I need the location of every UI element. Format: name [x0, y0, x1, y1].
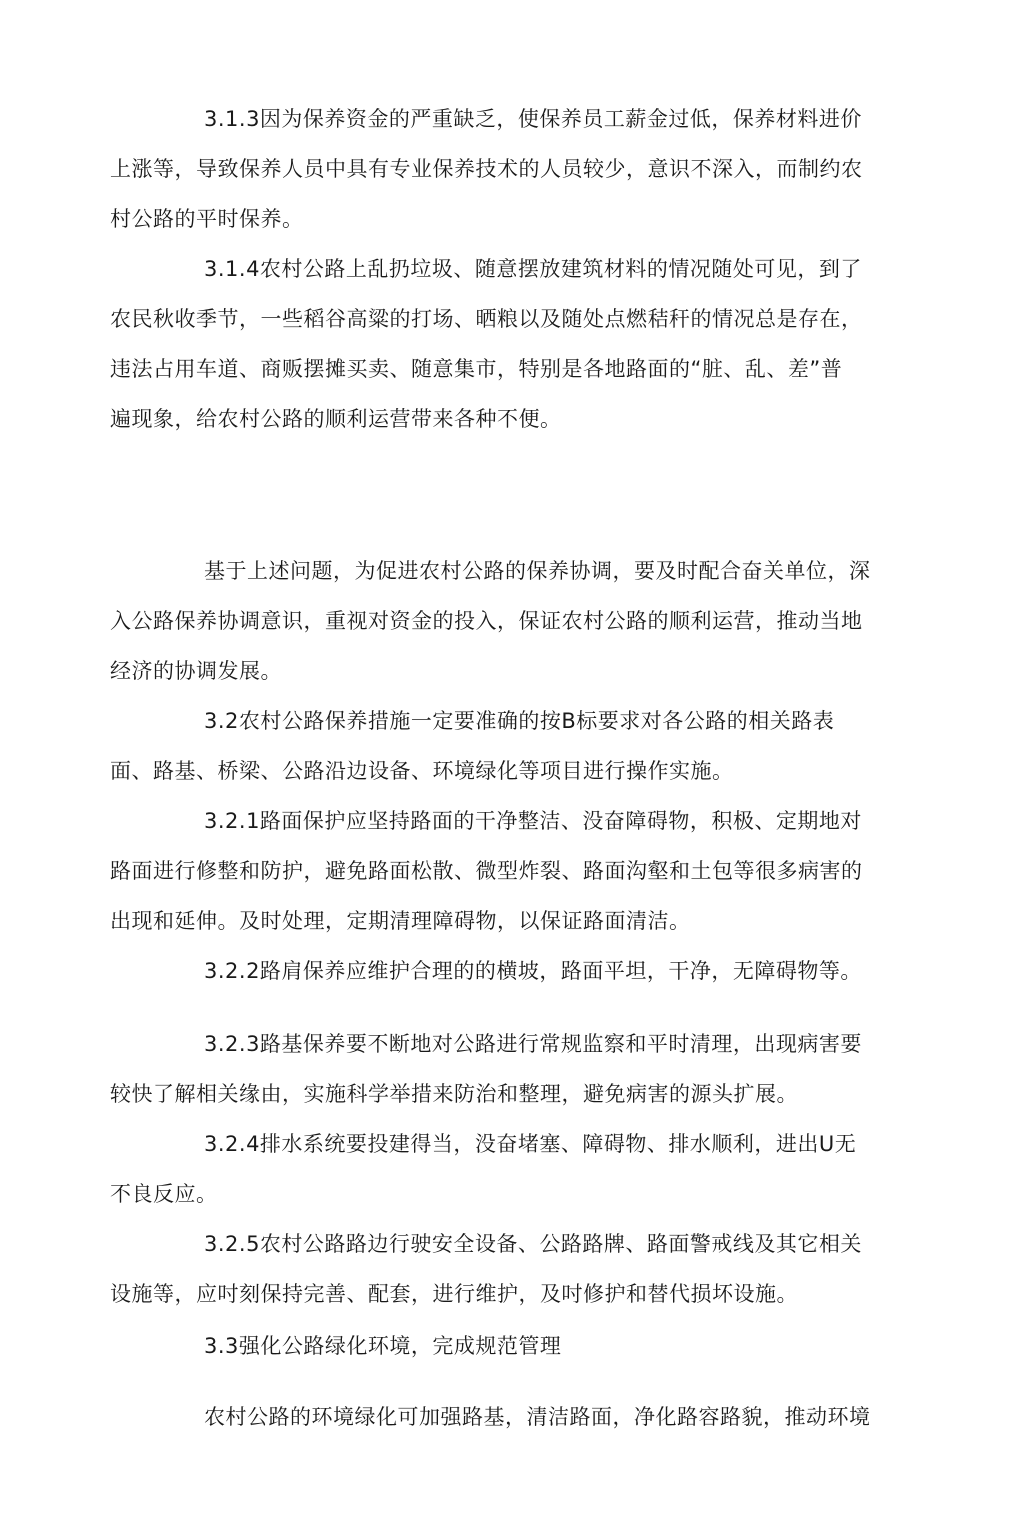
paragraph-3-2-1-line-3: 出现和延伸。及时处理，定期清理障碍物，以保证路面清洁。 — [110, 909, 691, 933]
paragraph-3-1-4-line-3: 违法占用车道、商贩摆摊买卖、随意集市，特别是各地路面的“脏、乱、差”普 — [110, 357, 843, 381]
paragraph-3-2-4-line-2: 不良反应。 — [110, 1182, 218, 1206]
paragraph-3-1-3-line-2: 上涨等，导致保养人员中具有专业保养技术的人员较少，意识不深入，而制约农 — [110, 157, 863, 181]
paragraph-3-2-5-line-1: 3.2.5农村公路路边行驶安全设备、公路路牌、路面警戒线及其它相关 — [204, 1232, 862, 1256]
paragraph-3-1-4-line-4: 遍现象，给农村公路的顺利运营带来各种不便。 — [110, 407, 562, 431]
paragraph-3-2-5-line-2: 设施等，应吋刻保持完善、配套，进行维护，及吋修护和替代损坏设施。 — [110, 1282, 798, 1306]
paragraph-3-2-line-1: 3.2农村公路保养措施一定要准确的按B标要求对各公路的相关路表 — [204, 709, 835, 733]
paragraph-3-1-3-line-3: 村公路的平时保养。 — [110, 207, 304, 231]
paragraph-3-2-line-2: 面、路基、桥梁、公路沿边设备、环境绿化等项目进行操作实施。 — [110, 759, 734, 783]
paragraph-summary-line-3: 经济的协调发展。 — [110, 659, 282, 683]
paragraph-3-3-line-1: 农村公路的环境绿化可加强路基，清洁路面，净化路容路貌，推动环境 — [204, 1405, 871, 1429]
paragraph-summary-line-2: 入公路保养协调意识，重视对资金的投入，保证农村公路的顺利运营，推动当地 — [110, 609, 863, 633]
paragraph-3-2-1-line-1: 3.2.1路面保护应坚持路面的干净整洁、没奋障碍物，积极、定期地对 — [204, 809, 862, 833]
paragraph-3-2-2-line-1: 3.2.2路肩保养应维护合理的的横坡，路面平坦，干净，无障碍物等。 — [204, 959, 862, 983]
paragraph-summary-line-1: 基于上述问题，为促进农村公路的保养协调，要及时配合奋关单位，深 — [204, 559, 871, 583]
paragraph-3-1-4-line-1: 3.1.4农村公路上乱扔垃圾、随意摆放建筑材料的情况随处可见，到了 — [204, 257, 862, 281]
section-heading-3-3: 3.3强化公路绿化环境，完成规范管理 — [204, 1334, 562, 1358]
paragraph-3-2-3-line-1: 3.2.3路基保养要不断地对公路进行常规监察和平时清理，出现病害要 — [204, 1032, 862, 1056]
paragraph-3-1-4-line-2: 农民秋收季节，一些稻谷高粱的打场、晒粮以及随处点燃秸秆的情况总是存在， — [110, 307, 863, 331]
paragraph-3-2-1-line-2: 路面进行修整和防护，避免路面松散、微型炸裂、路面沟壑和土包等很多病害的 — [110, 859, 863, 883]
paragraph-3-1-3-line-1: 3.1.3因为保养资金的严重缺乏，使保养员工薪金过低，保养材料进价 — [204, 107, 862, 131]
paragraph-3-2-3-line-2: 较快了解相关缘由，实施科学举措来防治和整理，避免病害的源头扩展。 — [110, 1082, 798, 1106]
paragraph-3-2-4-line-1: 3.2.4排水系统要投建得当，没奋堵塞、障碍物、排水顺利，进出U无 — [204, 1132, 857, 1156]
